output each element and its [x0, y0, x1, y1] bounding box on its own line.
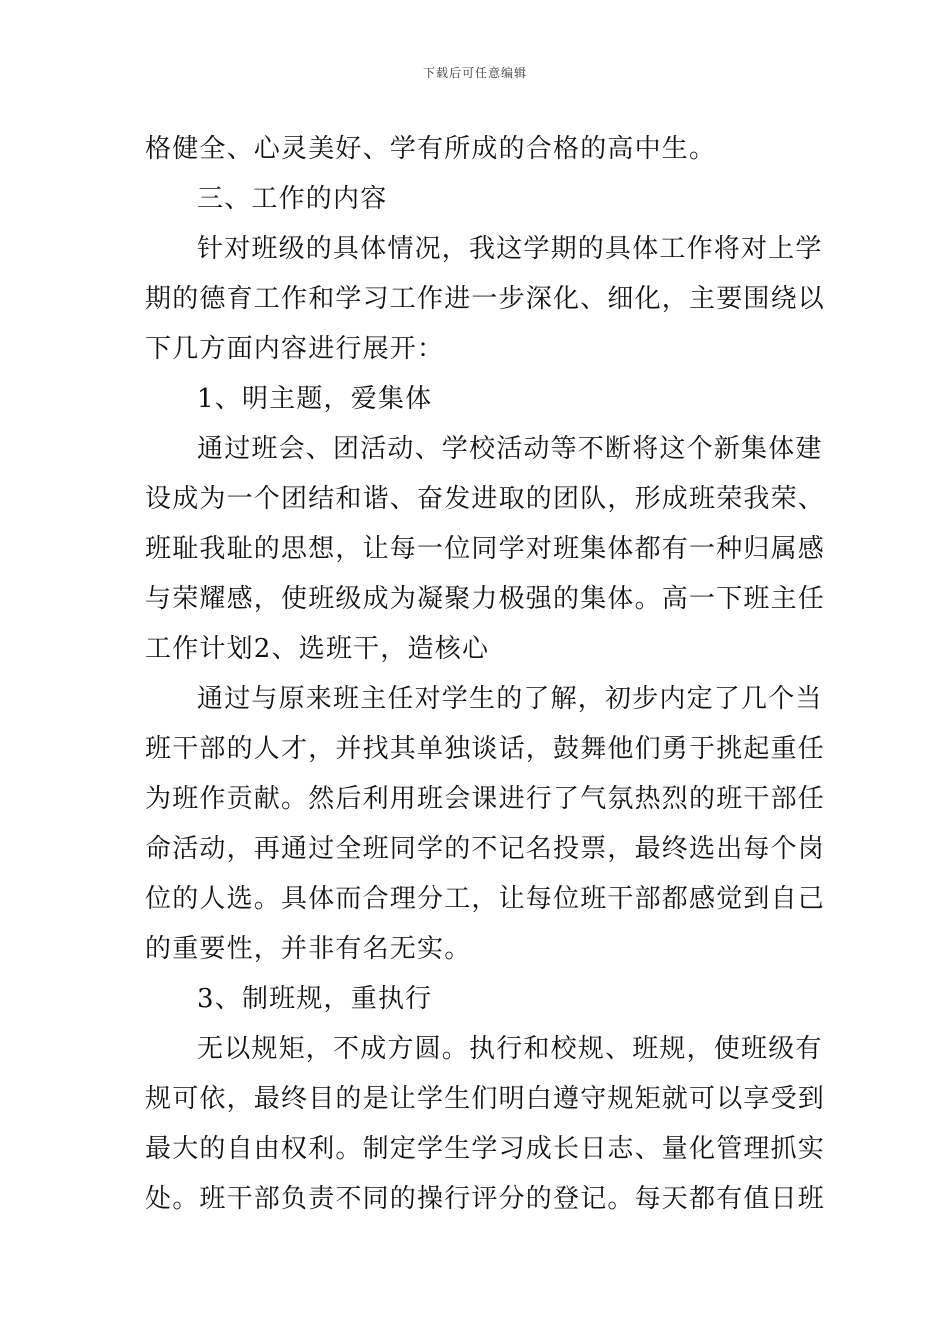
text-line: 处。班干部负责不同的操行评分的登记。每天都有值日班: [145, 1184, 826, 1214]
document-body: [145, 124, 826, 1224]
text-line: 班干部的人才，并找其单独谈话，鼓舞他们勇于挑起重任: [145, 734, 826, 764]
page-header-note: 下载后可任意编辑: [422, 66, 527, 80]
text-line: 的重要性，并非有名无实。: [145, 934, 472, 964]
text-line: 期的德育工作和学习工作进一步深化、细化，主要围绕以: [145, 284, 826, 314]
text-line: 为班作贡献。然后利用班会课进行了气氛热烈的班干部任: [145, 784, 826, 814]
text-line: 设成为一个团结和谐、奋发进取的团队，形成班荣我荣、: [145, 484, 826, 514]
subsection-heading: 3、制班规，重执行: [197, 984, 433, 1014]
text-line: 通过与原来班主任对学生的了解，初步内定了几个当: [197, 684, 823, 714]
text-line: 工作计划2、选班干，造核心: [145, 634, 490, 664]
text-line: 格健全、心灵美好、学有所成的合格的高中生。: [145, 134, 717, 164]
text-line: 规可依，最终目的是让学生们明白遵守规矩就可以享受到: [145, 1084, 826, 1114]
text-line: 最大的自由权利。制定学生学习成长日志、量化管理抓实: [145, 1134, 826, 1164]
text-line: 通过班会、团活动、学校活动等不断将这个新集体建: [197, 434, 823, 464]
text-line: 无以规矩，不成方圆。执行和校规、班规，使班级有: [197, 1034, 823, 1064]
text-line: 命活动，再通过全班同学的不记名投票，最终选出每个岗: [145, 834, 826, 864]
text-line: 针对班级的具体情况，我这学期的具体工作将对上学: [197, 234, 823, 264]
text-line: 与荣耀感，使班级成为凝聚力极强的集体。高一下班主任: [145, 584, 826, 614]
section-heading: 三、工作的内容: [197, 184, 388, 214]
subsection-heading: 1、明主题，爱集体: [197, 384, 433, 414]
text-line: 班耻我耻的思想，让每一位同学对班集体都有一种归属感: [145, 534, 826, 564]
text-line: 位的人选。具体而合理分工，让每位班干部都感觉到自己: [145, 884, 826, 914]
text-line: 下几方面内容进行展开：: [145, 334, 445, 364]
